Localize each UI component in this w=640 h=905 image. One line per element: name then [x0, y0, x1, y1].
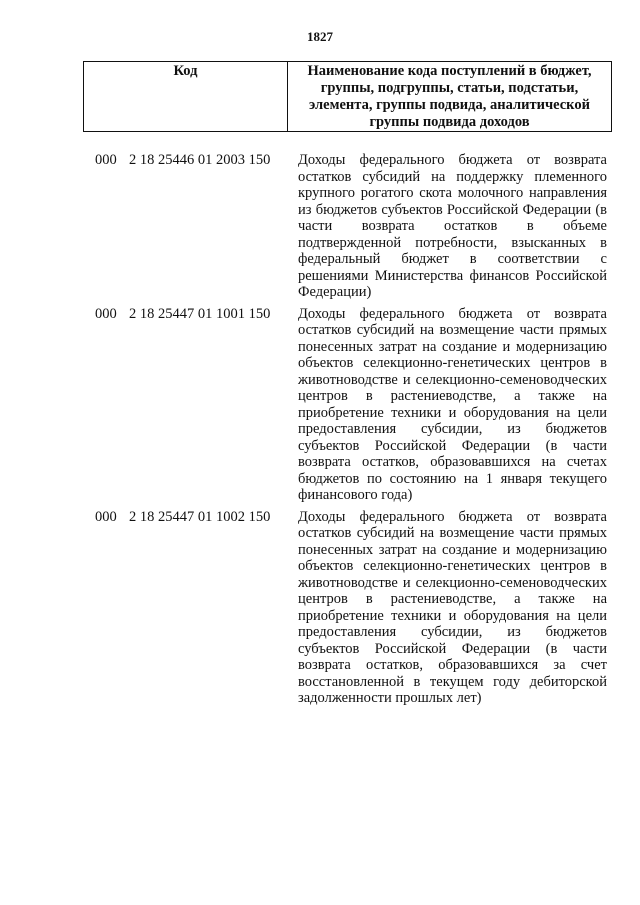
- row-description: Доходы федерального бюджета от возврата остатков субсидий на поддержку племенного крупного рогатого скота молочного направления из бюджетов субъектов Российской Федерации (в части возврата остатков в объеме подтвержденной потребности, взысканных в федеральный бюджет в соответствии с решениями Министерства финансов Российской Федерации): [298, 152, 607, 300]
- row-admin-code: 000: [95, 152, 117, 168]
- row-admin-code: 000: [95, 508, 117, 525]
- row-description: Доходы федерального бюджета от возврата остатков субсидий на возмещение части прямых понесенных затрат на создание и модернизацию объектов селекционно-генетических центров в животноводстве и селекционно-семеноводческих центров в растениеводстве, а также на приобретение техники и оборудования на цели предоставления субсидии, из бюджетов субъектов Российской Федерации (в части возврата остатков, образовавшихся на счетах бюджетов по состоянию на 1 января текущего финансового года): [298, 305, 607, 503]
- header-code: Код: [84, 62, 288, 132]
- table-body: [95, 152, 610, 707]
- row-code: 2 18 25447 01 1002 150: [129, 508, 271, 525]
- row-admin-code: 000: [95, 305, 117, 322]
- table-row: [95, 509, 610, 707]
- table-row: [95, 152, 610, 301]
- table-row: [95, 306, 610, 504]
- row-code: 2 18 25447 01 1001 150: [129, 305, 271, 322]
- page-number: 1827: [307, 29, 333, 44]
- header-name: Наименование кода поступлений в бюджет, группы, подгруппы, статьи, подстатьи, элемента, группы подвида, аналитической группы подвида доходов: [288, 62, 612, 132]
- row-description: Доходы федерального бюджета от возврата остатков субсидий на возмещение части прямых понесенных затрат на создание и модернизацию объектов селекционно-генетических центров в животноводстве и селекционно-семеноводческих центров в растениеводстве, а также на приобретение техники и оборудования на цели предоставления субсидии, из бюджетов субъектов Российской Федерации (в части возврата остатков, образовавшихся за счет восстановленной в текущем году дебиторской задолженности прошлых лет): [298, 508, 607, 706]
- table-header: [83, 61, 612, 132]
- row-code: 2 18 25446 01 2003 150: [129, 152, 271, 168]
